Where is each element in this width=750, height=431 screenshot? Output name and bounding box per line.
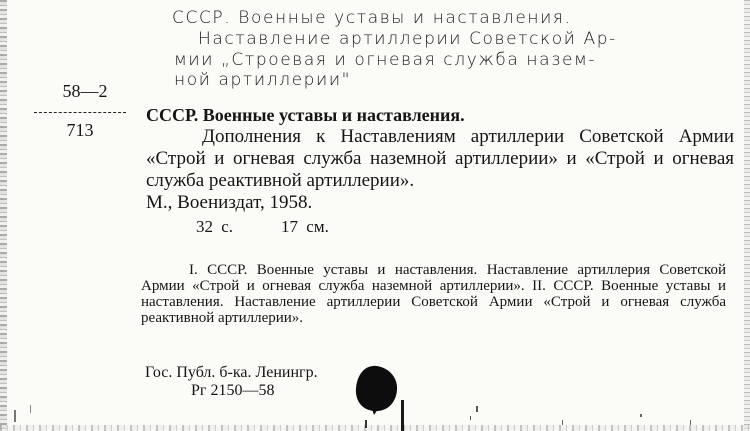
handwritten-line-1: СССР. Военные уставы и наставления.: [172, 8, 572, 28]
entry-title: Дополнения к Наставлениям артиллерии Советской Армии «Строй и огневая служба наземной артиллерии» и «Строй и огневая служба реактивной артиллерии».: [146, 126, 734, 191]
holding-info: [145, 364, 318, 400]
call-number-bottom: 713: [66, 120, 94, 140]
call-number-divider: [34, 112, 126, 113]
tracing-notes: [141, 262, 726, 326]
card-edge-left: [0, 0, 7, 431]
main-entry: [146, 104, 734, 214]
call-number-top: 58—2: [62, 81, 108, 101]
handwritten-line-2: Наставление артиллерии Советской Ар-: [198, 29, 617, 49]
entry-heading: СССР. Военные уставы и наставления.: [146, 105, 465, 125]
handwritten-line-3: мии „Строевая и огневая служба назем-: [174, 50, 597, 70]
physical-description: [196, 217, 329, 237]
card-edge-right: [744, 0, 750, 431]
library-name: Гос. Публ. б-ка. Ленингр.: [145, 364, 318, 381]
record-number: Рг 2150—58: [191, 382, 275, 399]
ink-stamp-blot: [352, 363, 400, 415]
tracing-text: I. СССР. Военные уставы и наставления. Наставление артиллерия Советской Армии «Строй и огневая служба наземной артиллерии». II. СССР. Военные уставы и наставления. Наставление артиллерии Советской Армии «Строй и огневая служба реактивной артиллерии».: [141, 262, 726, 326]
handwritten-line-4: ной артиллерии": [174, 70, 352, 90]
call-number: [34, 80, 126, 141]
entry-imprint: М., Воениздат, 1958.: [146, 192, 313, 213]
card-edge-bottom: [0, 425, 750, 431]
page-count: 32 с.: [196, 217, 234, 236]
card-size: 17 см.: [281, 217, 329, 236]
